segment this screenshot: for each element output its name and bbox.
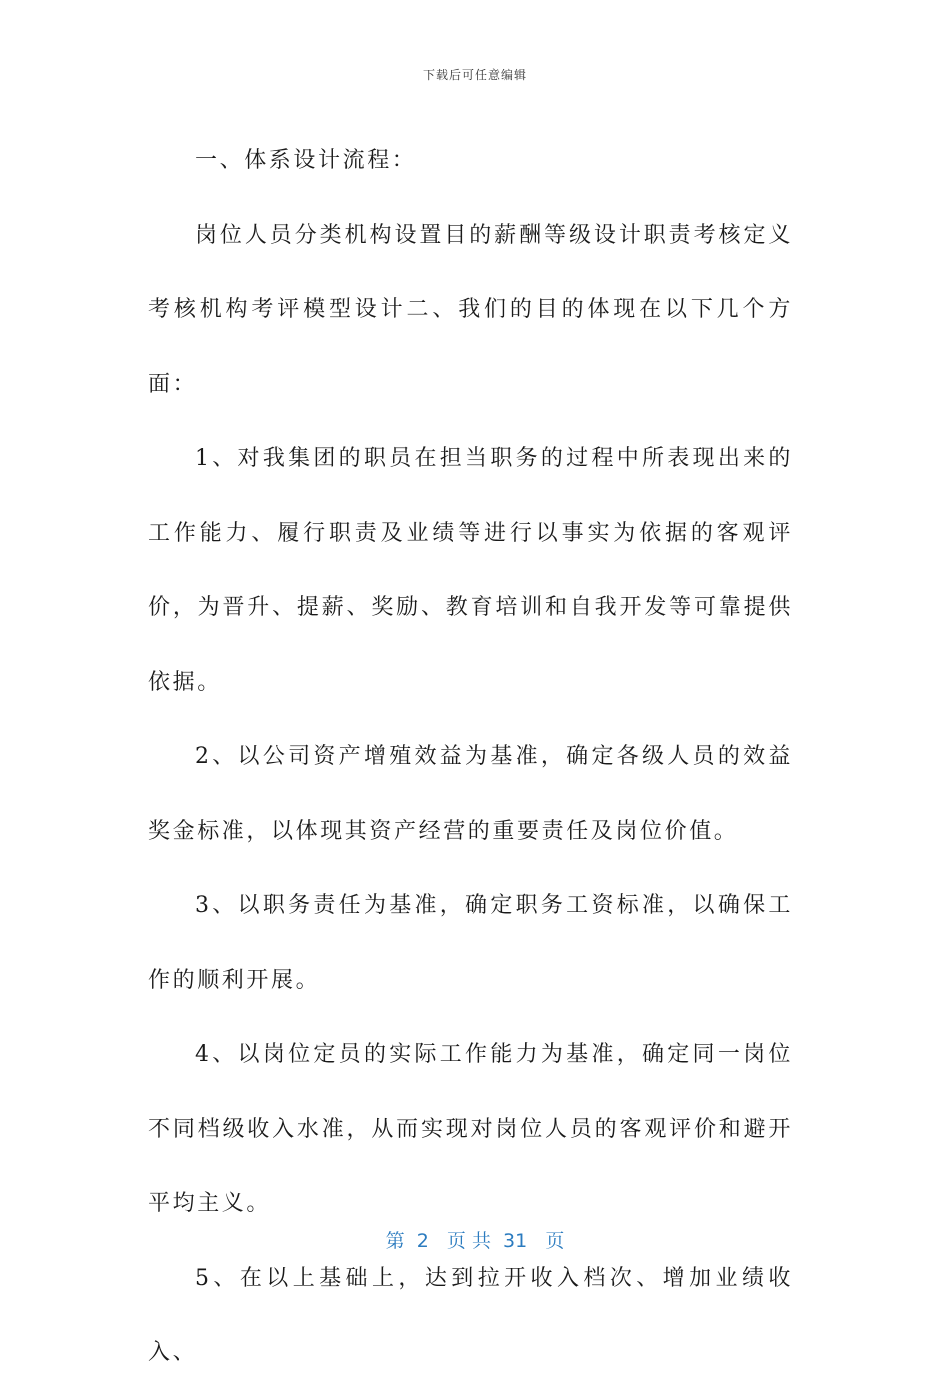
paragraph-item-2: 2、以公司资产增殖效益为基准，确定各级人员的效益奖金标准，以体现其资产经营的重要责任及岗位价值。	[148, 744, 793, 844]
page-number: 第 2 页 共 31 页	[385, 1230, 565, 1252]
paragraph-item-1: 1、对我集团的职员在担当职务的过程中所表现出来的工作能力、履行职责及业绩等进行以事实为依据的客观评价，为晋升、提薪、奖励、教育培训和自我开发等可靠提供依据。	[148, 446, 793, 695]
paragraph-item-5: 5、在以上基础上，达到拉开收入档次、增加业绩收入、	[148, 1265, 793, 1365]
paragraph-item-3: 3、以职务责任为基准，确定职务工资标准，以确保工作的顺利开展。	[148, 893, 793, 993]
paragraph: 岗位人员分类机构设置目的薪酬等级设计职责考核定义考核机构考评模型设计二、我们的目的体现在以下几个方面：	[148, 222, 793, 397]
body-text	[148, 124, 793, 1391]
paragraph-heading: 一、体系设计流程：	[195, 148, 417, 173]
paragraph-item-4: 4、以岗位定员的实际工作能力为基准，确定同一岗位不同档级收入水准，从而实现对岗位人员的客观评价和避开平均主义。	[148, 1042, 793, 1216]
header-note: 下载后可任意编辑	[422, 68, 527, 82]
